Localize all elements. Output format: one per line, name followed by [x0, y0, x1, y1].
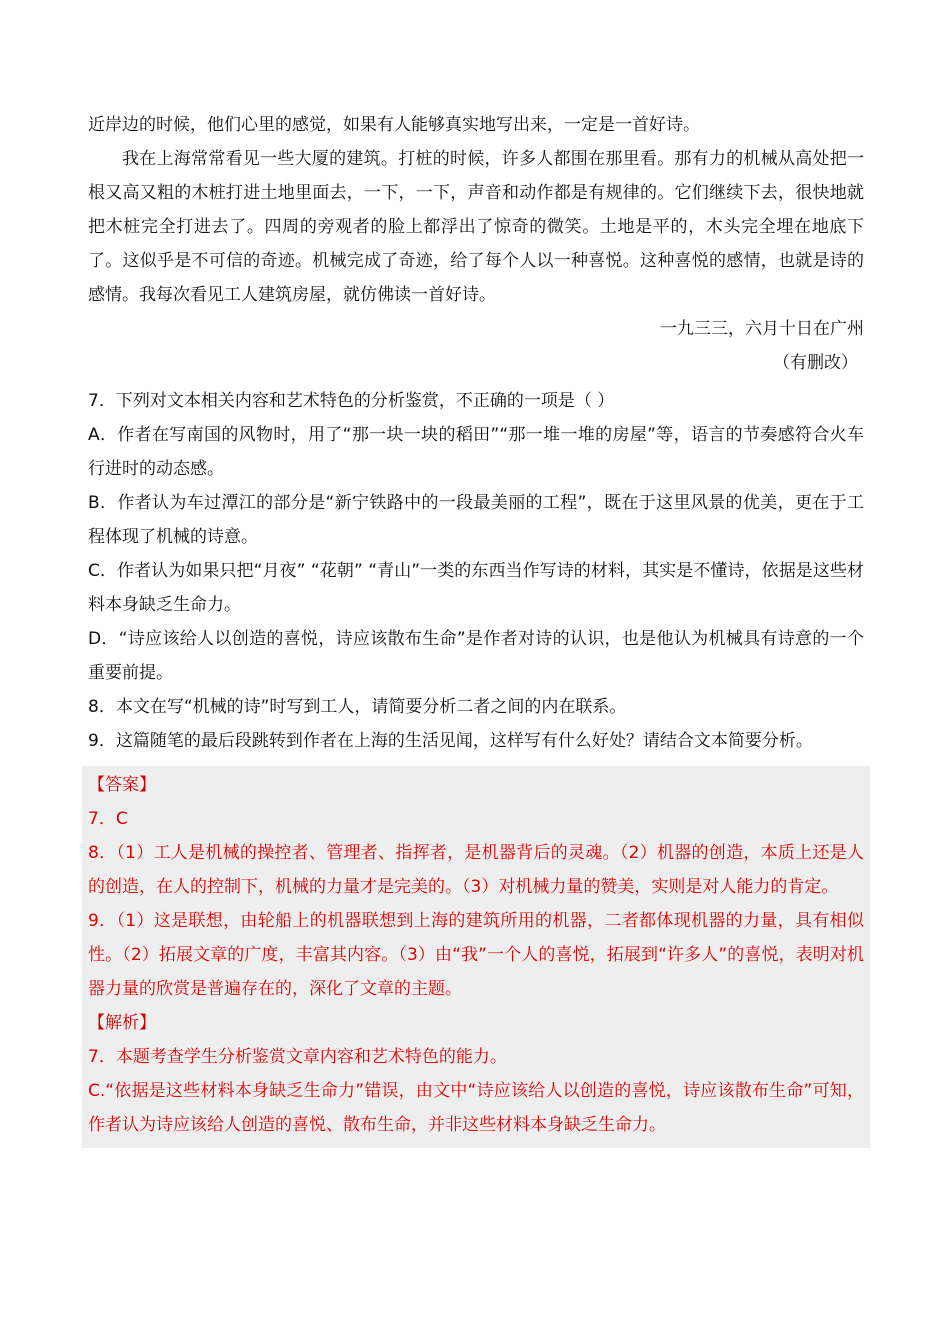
option-c: C．作者认为如果只把“月夜” “花朝” “青山”一类的东西当作写诗的材料，其实是不懂诗，依据是这些材料本身缺乏生命力。 [88, 561, 864, 615]
essay-date-line: 一九三三，六月十日在广州 [660, 319, 864, 339]
essay-excerpt [88, 108, 864, 380]
question-7: 7．下列对文本相关内容和艺术特色的分析鉴赏，不正确的一项是（ ） [88, 391, 615, 411]
question-9: 9．这篇随笔的最后段跳转到作者在上海的生活见闻，这样写有什么好处？请结合文本简要分析。 [88, 731, 813, 751]
essay-edit-note: （有删改） [773, 353, 858, 373]
analysis-option-c: C.“依据是这些材料本身缺乏生命力”错误，由文中“诗应该给人以创造的喜悦，诗应该散布生命”可知，作者认为诗应该给人创造的喜悦、散布生命，并非这些材料本身缺乏生命力。 [88, 1081, 864, 1135]
answer-9: 9．（1）这是联想，由轮船上的机器联想到上海的建筑所用的机器，二者都体现机器的力量，具有相似性。（2）拓展文章的广度，丰富其内容。（3）由“我”一个人的喜悦，拓展到“许多人”的喜悦，表明对机器力量的欣赏是普遍存在的，深化了文章的主题。 [88, 911, 864, 999]
question-8: 8．本文在写“机械的诗”时写到工人，请简要分析二者之间的内在联系。 [88, 697, 627, 717]
answer-analysis-box [82, 766, 870, 1148]
option-d: D．“诗应该给人以创造的喜悦，诗应该散布生命”是作者对诗的认识，也是他认为机械具有诗意的一个重要前提。 [88, 629, 864, 683]
answer-header: 【答案】 [88, 775, 156, 795]
analysis-header: 【解析】 [88, 1013, 156, 1033]
essay-paragraph-1: 近岸边的时候，他们心里的感觉，如果有人能够真实地写出来，一定是一首好诗。 [88, 115, 700, 135]
option-b: B．作者认为车过潭江的部分是“新宁铁路中的一段最美丽的工程”，既在于这里风景的优美，更在于工程体现了机械的诗意。 [88, 493, 864, 547]
answer-8: 8．（1）工人是机械的操控者、管理者、指挥者，是机器背后的灵魂。（2）机器的创造，本质上还是人的创造，在人的控制下，机械的力量才是完美的。（3）对机械力量的赞美，实则是对人能力的肯定。 [88, 843, 864, 897]
question-section [88, 384, 864, 758]
answer-7: 7．C [88, 809, 128, 829]
option-a: A．作者在写南国的风物时，用了“那一块一块的稻田”“那一堆一堆的房屋”等，语言的节奏感符合火车行进时的动态感。 [88, 425, 864, 479]
document-page [88, 108, 864, 1148]
essay-paragraph-2: 我在上海常常看见一些大厦的建筑。打桩的时候，许多人都围在那里看。那有力的机械从高处把一根又高又粗的木桩打进土地里面去，一下，一下，声音和动作都是有规律的。它们继续下去，很快地就把木桩完全打进去了。四周的旁观者的脸上都浮出了惊奇的微笑。土地是平的，木头完全埋在地底下了。这似乎是不可信的奇迹。机械完成了奇迹，给了每个人以一种喜悦。这种喜悦的感情，也就是诗的感情。我每次看见工人建筑房屋，就仿佛读一首好诗。 [88, 149, 864, 305]
analysis-7: 7．本题考查学生分析鉴赏文章内容和艺术特色的能力。 [88, 1047, 507, 1067]
